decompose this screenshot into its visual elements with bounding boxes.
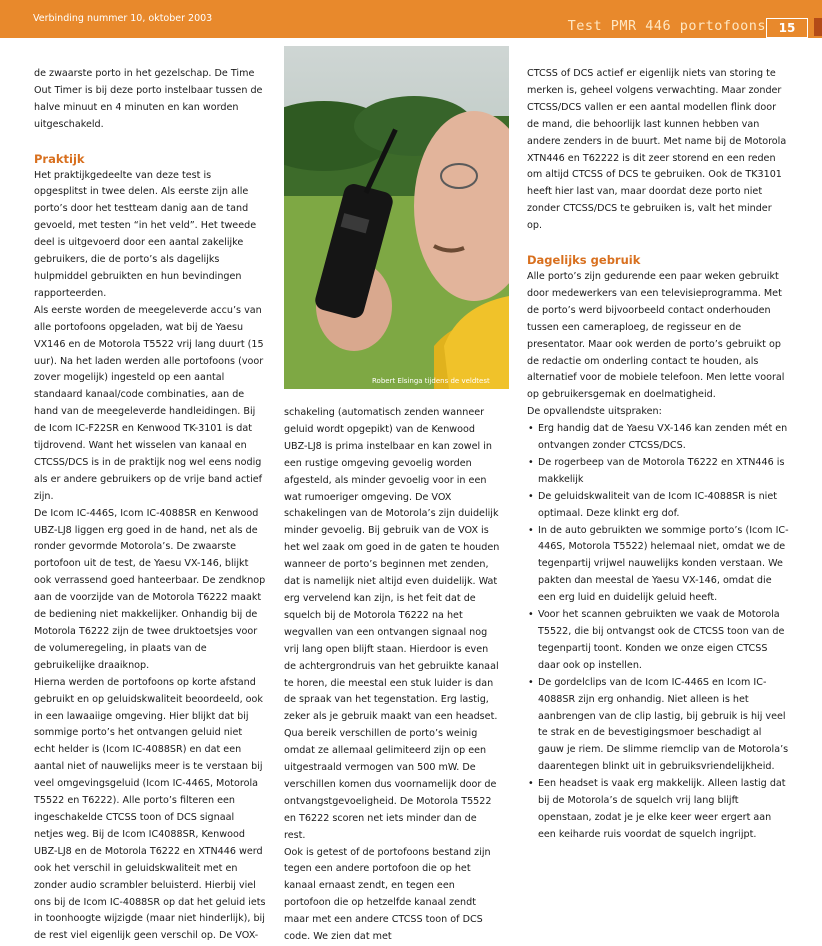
column-1 <box>34 66 266 945</box>
header-accent-bar <box>814 18 822 36</box>
list-item: • De geluidskwaliteit van de Icom IC-4088SR is niet optimaal. Deze klinkt erg dof. <box>527 489 789 523</box>
paragraph: Het praktijkgedeelte van deze test is opgesplitst in twee delen. Als eerste zijn alle porto’s door het testteam danig aan de tand gevoeld, met testen “in het veld”. Het tweede deel is uitgevoerd door een aantal zakelijke gebruikers, die de porto’s als dagelijks hulpmiddel gebruikten en hun bevindingen rapporteerden. <box>34 169 257 299</box>
paragraph: schakeling (automatisch zenden wanneer geluid wordt opgepikt) van de Kenwood UBZ-LJ8 is prima instelbaar en kan zowel in een rustige omgeving gevoelig worden afgesteld, als minder gevoelig voor in een wat rumoeriger omgeving. De VOX schakelingen van de Motorola’s zijn duidelijk minder gevoelig. Bij gebruik van de VOX is het wel zaak om goed in de gaten te houden wanneer de porto’s beginnen met zenden, dat is namelijk niet altijd even duidelijk. Wat erg vervelend kan zijn, is het feit dat de squelch bij de Motorola T6222 na het wegvallen van een ontvangen signaal nog vrij lang open blijft staan. Hierdoor is even de achtergrondruis van het gebruikte kanaal te horen, die meestal een stuk luider is dan de spraak van het tegenstation. Erg lastig, zeker als je gebruik maakt van een headset. <box>284 407 500 723</box>
list-item: • Erg handig dat de Yaesu VX-146 kan zenden mét en ontvangen zonder CTCSS/DCS. <box>527 421 789 455</box>
section-title: Test PMR 446 portofoons <box>567 18 766 34</box>
list-item: • Een headset is vaak erg makkelijk. Alleen lastig dat bij de Motorola’s de squelch vrij lang blijft openstaan, zodat je je elke keer weer ergert aan een keiharde ruis voordat de squelch ingrijpt. <box>527 776 789 844</box>
column-2 <box>284 405 500 946</box>
list-item: • Voor het scannen gebruikten we vaak de Motorola T5522, die bij ontvangst ook de CTCSS toon van de tegenpartij toont. Konden we onze eigen CTCSS daar ook op instellen. <box>527 607 789 675</box>
photo-illustration <box>284 46 509 389</box>
list-item: • In de auto gebruikten we sommige porto’s (Icom IC-446S, Motorola T5522) helemaal niet, omdat we de tegenpartij vrijwel nauwelijks konden verstaan. We pakten dan meestal de Yaesu VX-146, omdat die een erg luid en duidelijk geluid heeft. <box>527 523 789 608</box>
paragraph: Ook is getest of de portofoons bestand zijn tegen een andere portofoon die op het kanaal ernaast zendt, en tegen een portofoon die op hetzelfde kanaal zendt maar met een andere CTCSS toon of DCS code. We zien dat met <box>284 846 491 943</box>
list-item: • De gordelclips van de Icom IC-446S en Icom IC-4088SR zijn erg onhandig. Niet alleen is het aanbrengen van de clip lastig, bij gebruik is hij veel te strak en de bevestigingsmoer beschadigt al gauw je riem. De slimme riemclip van de Motorola’s daarentegen blinkt uit in gebruiksvriendelijkheid. <box>527 675 789 776</box>
list-item: • De rogerbeep van de Motorola T6222 en XTN446 is makkelijk <box>527 455 789 489</box>
page-number: 15 <box>766 18 808 38</box>
paragraph: Hierna werden de portofoons op korte afstand gebruikt en op geluidskwaliteit beoordeeld, ook in een lawaaiige omgeving. Hier blijkt dat bij sommige porto’s het ontvangen geluid niet echt helder is (Icom IC-4088SR) en dat een aantal niet of nauwelijks meer is te verstaan bij veel omgevingsgeluid (Icom IC-446S, Motorola T5522 en T6222). Alle porto’s filteren een ingeschakelde CTCSS toon of DCS signaal netjes weg. Bij de Icom IC4088SR, Kenwood UBZ-LJ8 en de Motorola T6222 en XTN446 werd ook het verschil in geluidskwaliteit met en zonder audio scrambler beluisterd. Hierbij viel ons bij de Icom IC-4088SR op dat het geluid iets in toonhoogte wijzigde (maar niet hinderlijk), bij de rest viel eigenlijk geen verschil op. De VOX- <box>34 676 266 942</box>
page-header <box>0 0 822 38</box>
paragraph: de zwaarste porto in het gezelschap. De Time Out Timer is bij deze porto instelbaar tussen de halve minuut en 4 minuten en kan worden uitgeschakeld. <box>34 68 263 130</box>
paragraph: Alle porto’s zijn gedurende een paar weken gebruikt door medewerkers van een televisieprogramma. Met de porto’s werd bijvoorbeeld contact onderhouden tussen een cameraploeg, de regisseur en de presentator. Maar ook werden de porto’s gebruikt op de redactie om onderling contact te houden, als alternatief voor de mobiele telefoon. Men lette vooral op gebruikersgemak en doelmatigheid. <box>527 270 785 401</box>
quotes-list <box>527 421 789 844</box>
paragraph: Als eerste worden de meegeleverde accu’s van alle portofoons opgeladen, wat bij de Yaesu VX146 en de Motorola T5522 vrij lang duurt (15 uur). Na het laden werden alle portofoons (voor zover mogelijk) ingesteld op een aantal standaard kanaal/code combinaties, aan de hand van de meegeleverde handleidingen. Bij de Icom IC-F22SR en Kenwood TK-3101 is dat tijdrovend. Want het wisselen van kanaal en CTCSS/DCS is in de praktijk nog wel eens nodig als er andere gebruikers op de vrije band actief zijn. <box>34 304 264 502</box>
photo-man-with-radio <box>284 46 509 389</box>
paragraph: Qua bereik verschillen de porto’s weinig omdat ze allemaal gelimiteerd zijn op een uitgestraald vermogen van 500 mW. De verschillen komen dus voornamelijk door de ontvangstgevoeligheid. De Motorola T5522 en T6222 scoren net iets minder dan de rest. <box>284 728 497 841</box>
issue-label: Verbinding nummer 10, oktober 2003 <box>33 13 213 24</box>
heading-dagelijks-gebruik: Dagelijks gebruik <box>527 253 641 268</box>
column-3 <box>527 66 789 844</box>
paragraph: De Icom IC-446S, Icom IC-4088SR en Kenwood UBZ-LJ8 liggen erg goed in de hand, net als de ronder gevormde Motorola’s. De zwaarste portofoon uit de test, de Yaesu VX-146, blijkt ook verrassend goed hanteerbaar. De zendknop aan de voorzijde van de Motorola T6222 maakt de bediening niet makkelijker. Onhandig bij de Motorola T6222 zijn de twee druktoetsjes voor de volumeregeling, in plaats van de gebruikelijke draaiknop. <box>34 507 266 671</box>
heading-praktijk: Praktijk <box>34 151 85 166</box>
photo-caption: Robert Elsinga tijdens de veldtest <box>372 377 490 385</box>
paragraph: De opvallendste uitspraken: <box>527 406 662 418</box>
paragraph: CTCSS of DCS actief er eigenlijk niets van storing te merken is, geheel volgens verwachting. Maar zonder CTCSS/DCS vallen er een aantal modellen flink door de mand, die behoorlijk last kunnen hebben van andere zenders in de buurt. Met name bij de Motorola XTN446 en T62222 is dit zeer storend en een reden om altijd CTCSS of DCS te gebruiken. Ook de TK3101 heeft hier last van, maar doordat deze porto niet zonder CTCSS/DCS te gebruiken is, valt het minder op. <box>527 68 787 232</box>
